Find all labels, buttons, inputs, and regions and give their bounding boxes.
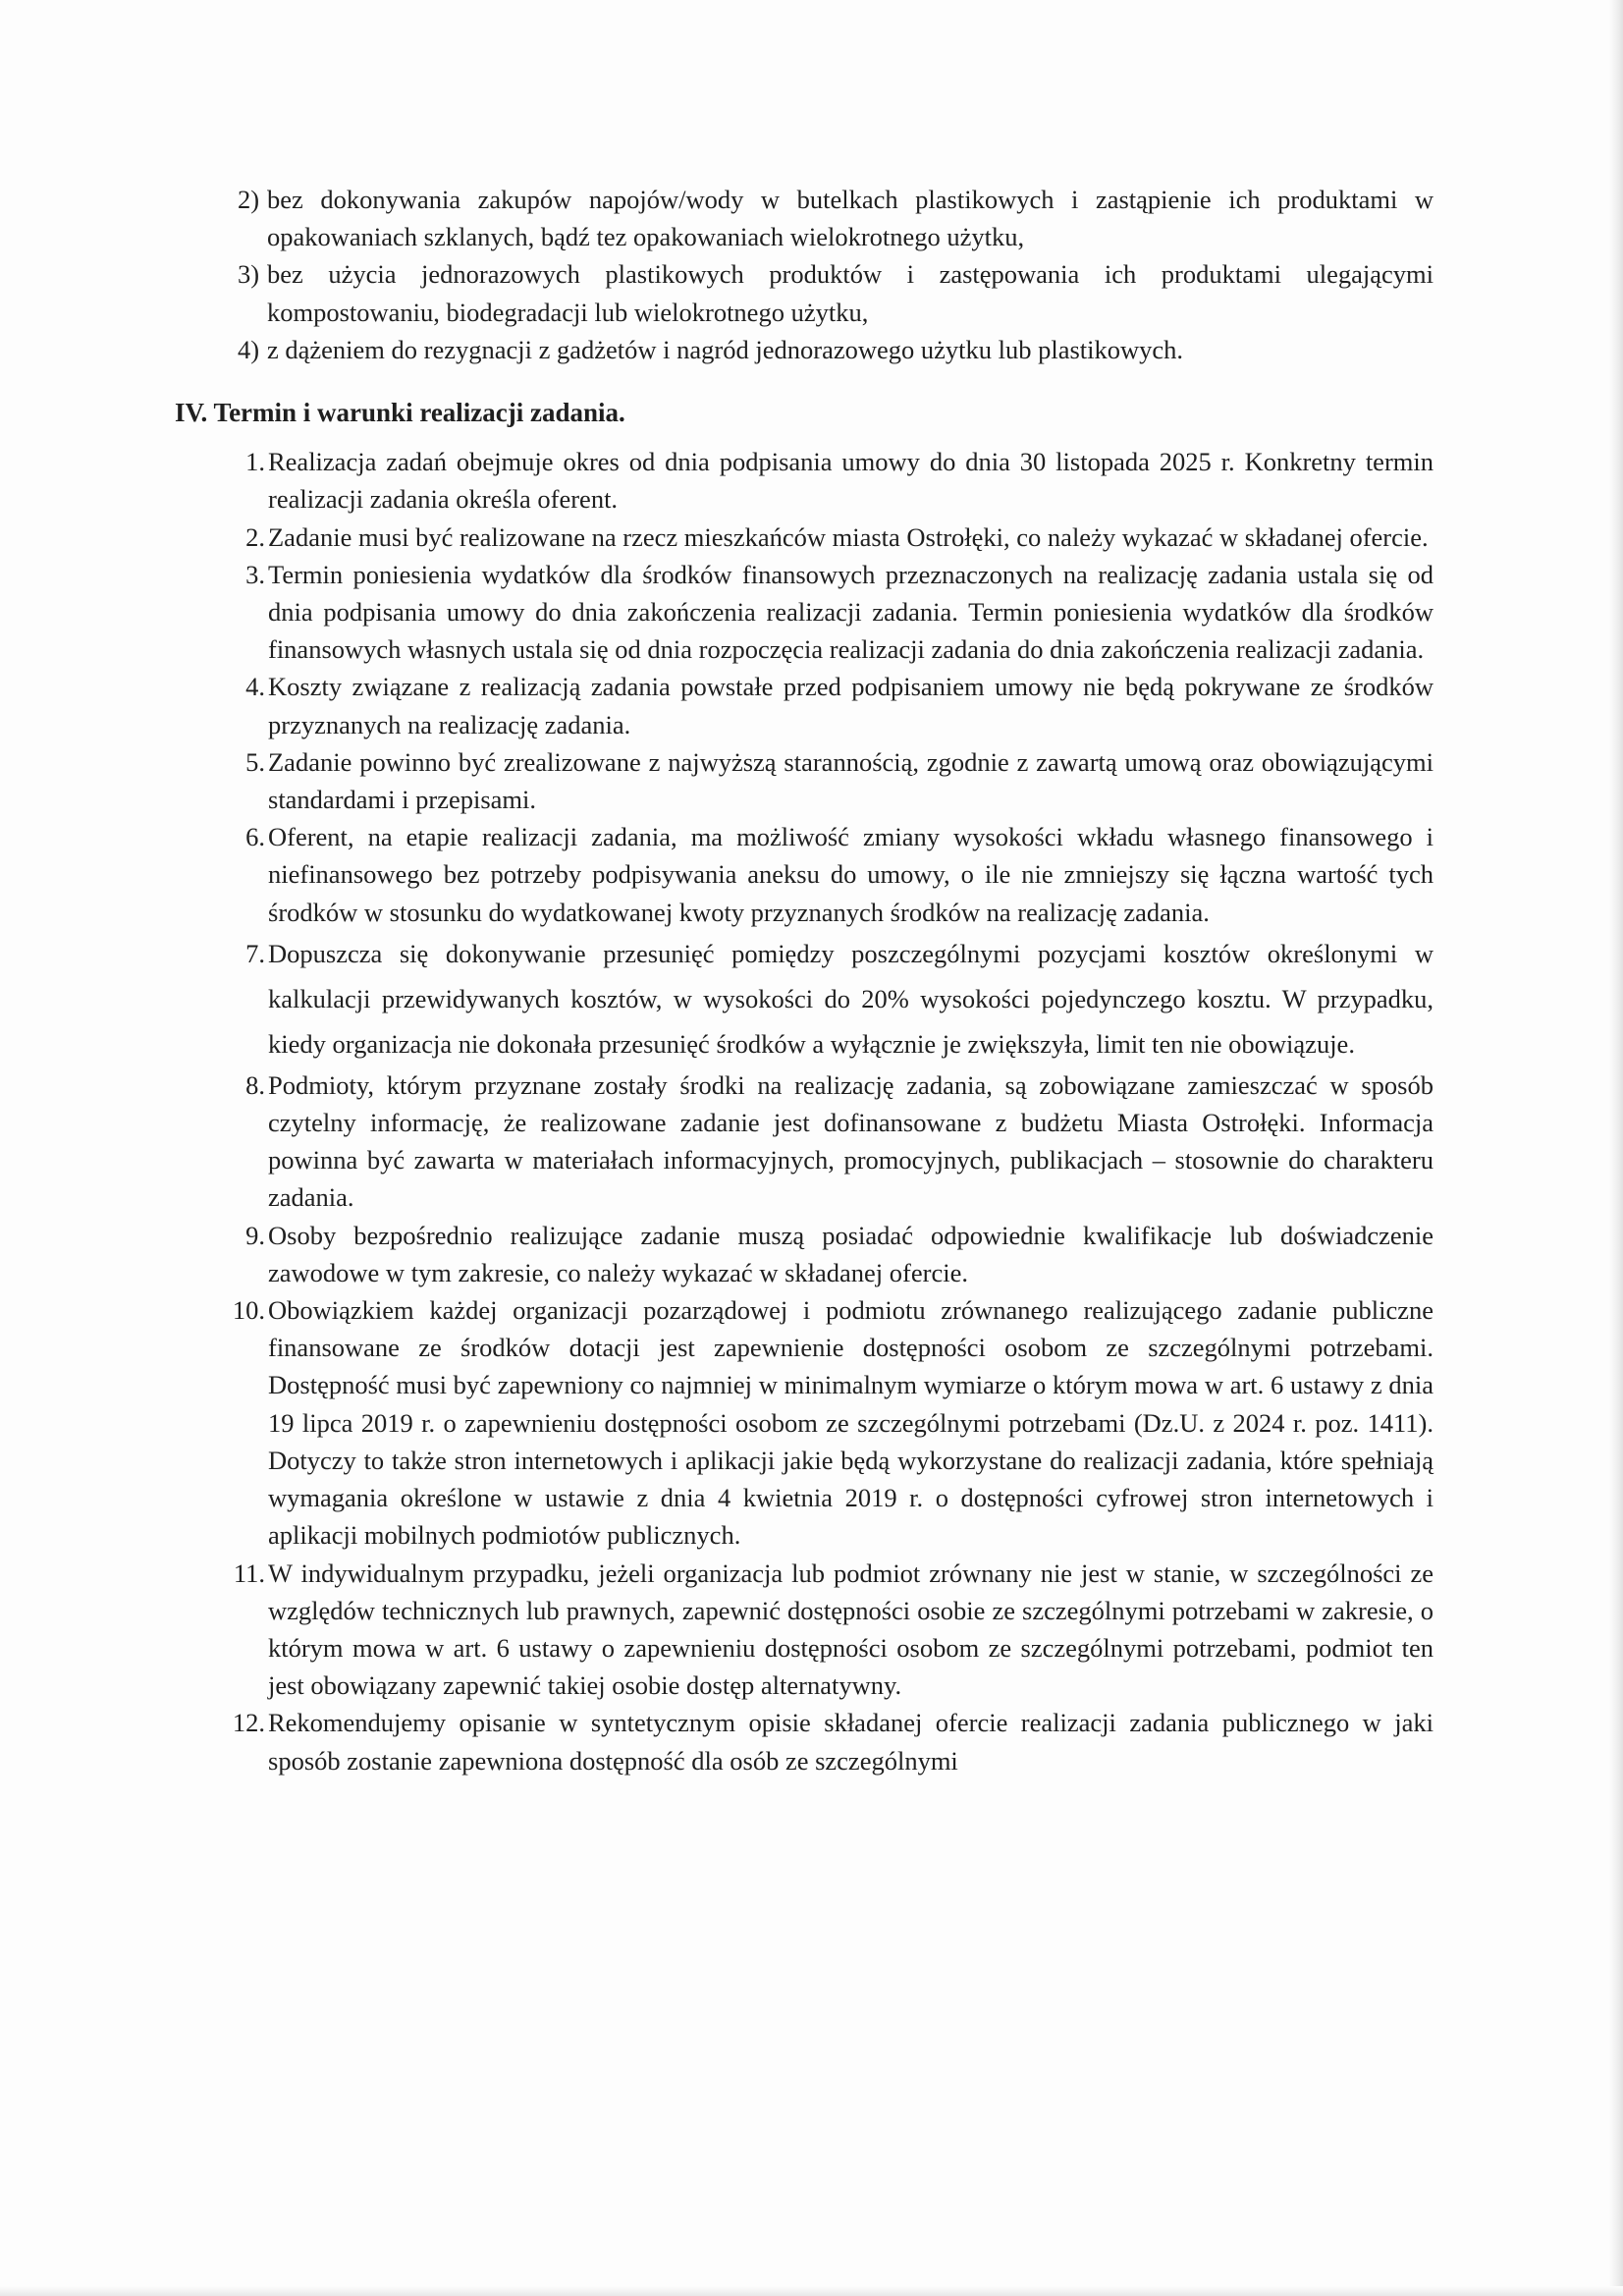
list-item-number: 6. [245, 822, 265, 852]
list-item-text: Podmioty, którym przyznane zostały środki na realizację zadania, są zobowiązane zamieszczać w sposób czytelny informację, że realizowane zadanie jest dofinansowane z budżetu Miasta Ostrołęki. Informacja powinna być zawarta w materiałach informacyjnych, promocyjnych, publikacjach – stosownie do charakteru zadania. [268, 1069, 1434, 1213]
list-item [175, 1217, 1434, 1291]
list-item [175, 743, 1434, 818]
list-item-number: 2) [238, 185, 260, 214]
list-item [175, 331, 1434, 368]
list-item [175, 931, 1434, 1066]
list-item-text: Realizacja zadań obejmuje okres od dnia podpisania umowy do dnia 30 listopada 2025 r. Konkretny termin realizacji zadania określa oferent. [268, 447, 1434, 515]
list-item-number: 9. [245, 1220, 265, 1250]
list-item-number: 1. [245, 447, 265, 477]
list-item-text: Obowiązkiem każdej organizacji pozarządowej i podmiotu zrównanego realizującego zadanie publiczne finansowane ze środków dotacji jest zapewnienie dostępności osobom ze szczególnymi potrzebami. Dostępność musi być zapewniony co najmniej w minimalnym wymiarze o którym mowa w art. 6 ustawy z dnia 19 lipca 2019 r. o zapewnieniu dostępności osobom ze szczególnymi potrzebami (Dz.U. z 2024 r. poz. 1411). Dotyczy to także stron internetowych i aplikacji jakie będą wykorzystane do realizacji zadania, które spełniają wymagania określone w ustawie z dnia 4 kwietnia 2019 r. o dostępności cyfrowej stron internetowych i aplikacji mobilnych podmiotów publicznych. [268, 1295, 1434, 1551]
list-item-text: Zadanie musi być realizowane na rzecz mieszkańców miasta Ostrołęki, co należy wykazać w składanej ofercie. [268, 521, 1429, 552]
list-item-number: 3) [238, 259, 260, 290]
list-item-text: z dążeniem do rezygnacji z gadżetów i nagród jednorazowego użytku lub plastikowych. [267, 334, 1184, 364]
document-body [175, 181, 1434, 1779]
list-item-text: Rekomendujemy opisanie w syntetycznym opisie składanej ofercie realizacji zadania publicznego w jaki sposób zostanie zapewniona dostępność dla osób ze szczególnymi [268, 1708, 1434, 1776]
list-item-number: 5. [245, 746, 265, 777]
list-item [175, 1704, 1434, 1778]
scan-edge-bottom [0, 2286, 1623, 2296]
list-item [175, 1291, 1434, 1554]
list-item-number: 4) [238, 334, 260, 364]
list-item-number: 12. [232, 1708, 265, 1738]
list-item [175, 519, 1434, 556]
list-item-text: Zadanie powinno być zrealizowane z najwyższą starannością, zgodnie z zawartą umową oraz obowiązującymi standardami i przepisami. [268, 746, 1434, 815]
list-item-number: 2. [245, 521, 265, 552]
section-heading: IV. Termin i warunki realizacji zadania. [175, 398, 625, 428]
list-item-text: Osoby bezpośrednio realizujące zadanie muszą posiadać odpowiednie kwalifikacje lub doświadczenie zawodowe w tym zakresie, co należy wykazać w składanej ofercie. [268, 1220, 1434, 1287]
list-item [175, 181, 1434, 255]
scan-edge-right [1609, 0, 1623, 2296]
list-item-number: 11. [233, 1558, 265, 1588]
list-item [175, 443, 1434, 518]
list-item-number: 4. [245, 672, 265, 702]
list-item-number: 7. [245, 938, 265, 968]
list-item-text: Termin poniesienia wydatków dla środków finansowych przeznaczonych na realizację zadania ustala się od dnia podpisania umowy do dnia zakończenia realizacji zadania. Termin poniesienia wydatków dla środków finansowych własnych ustala się od dnia rozpoczęcia realizacji zadania do dnia zakończenia realizacji zadania. [268, 559, 1434, 665]
list-item [175, 1066, 1434, 1217]
list-item-text: Koszty związane z realizacją zadania powstałe przed podpisaniem umowy nie będą pokrywane ze środków przyznanych na realizację zadania. [268, 672, 1434, 739]
list-item [175, 255, 1434, 330]
list-item [175, 668, 1434, 742]
list-item-text: bez dokonywania zakupów napojów/wody w butelkach plastikowych i zastąpienie ich produktami w opakowaniach szklanych, bądź tez opakowaniach wielokrotnego użytku, [267, 185, 1434, 252]
list-item [175, 556, 1434, 669]
list-item [175, 818, 1434, 931]
list-item-number: 10. [232, 1295, 265, 1326]
list-item [175, 1555, 1434, 1705]
list-item-text: Dopuszcza się dokonywanie przesunięć pomiędzy poszczególnymi pozycjami kosztów określonymi w kalkulacji przewidywanych kosztów, w wysokości do 20% wysokości pojedynczego kosztu. W przypadku, kiedy organizacja nie dokonała przesunięć środków a wyłącznie je zwiększyła, limit ten nie obowiązuje. [268, 938, 1434, 1059]
list-item-number: 8. [245, 1069, 265, 1100]
list-item-text: bez użycia jednorazowych plastikowych produktów i zastępowania ich produktami ulegającymi kompostowaniu, biodegradacji lub wielokrotnego użytku, [267, 259, 1434, 327]
list-item-text: W indywidualnym przypadku, jeżeli organizacja lub podmiot zrównany nie jest w stanie, w szczególności ze względów technicznych lub prawnych, zapewnić dostępności osobie ze szczególnymi potrzebami w zakresie, o którym mowa w art. 6 ustawy o zapewnieniu dostępności osobom ze szczególnymi potrzebami, podmiot ten jest obowiązany zapewnić takiej osobie dostęp alternatywny. [268, 1558, 1434, 1701]
list-item-number: 3. [245, 559, 265, 589]
list-item-text: Oferent, na etapie realizacji zadania, ma możliwość zmiany wysokości wkładu własnego finansowego i niefinansowego bez potrzeby podpisywania aneksu do umowy, o ile nie zmniejszy się łączna wartość tych środków w stosunku do wydatkowanej kwoty przyznanych środków na realizację zadania. [268, 822, 1434, 927]
